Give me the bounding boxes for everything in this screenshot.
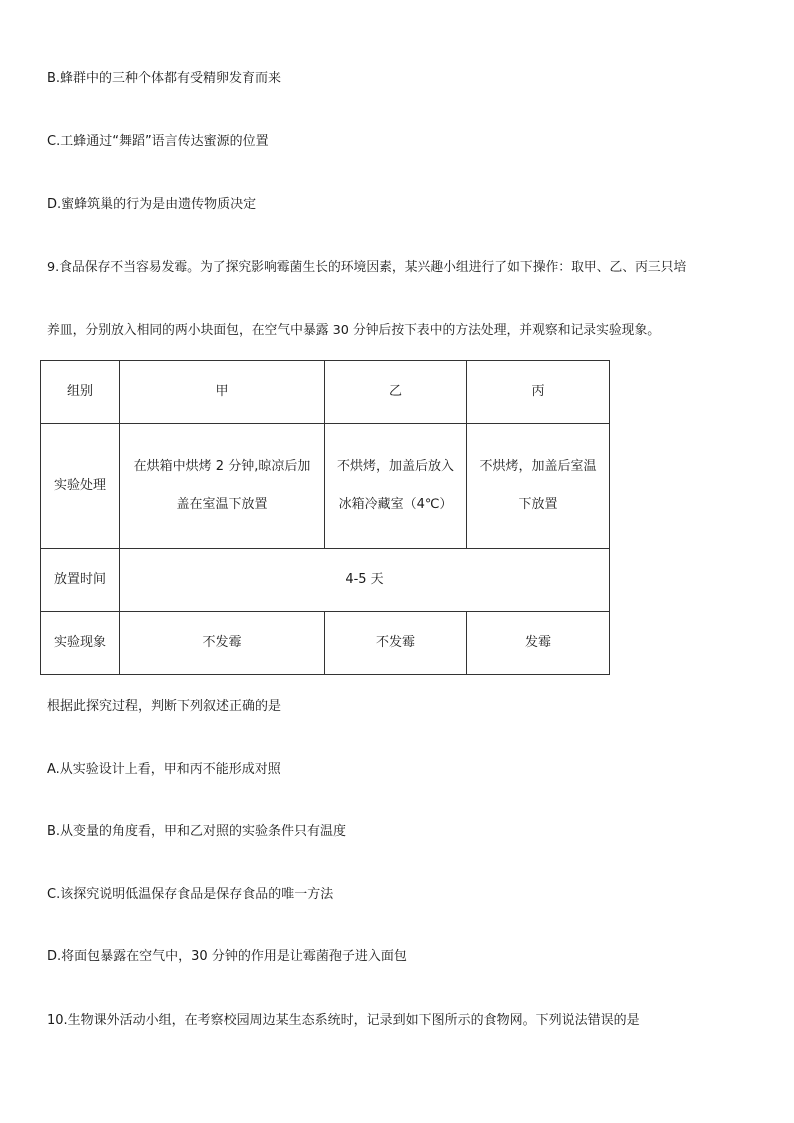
q8-option-d: D.蜜蜂筑巢的行为是由遗传物质决定 [47, 197, 257, 212]
q8-option-c: C.工蜂通过“舞蹈”语言传达蜜源的位置 [47, 134, 269, 149]
treatment-jia-line-2: 盖在室温下放置 [176, 497, 268, 512]
table-row-time [41, 549, 610, 612]
q9-stem-line-1: 9.食品保存不当容易发霉。为了探究影响霉菌生长的环境因素，某兴趣小组进行了如下操作：取甲、乙、丙三只培 [47, 260, 687, 275]
table-row-result [41, 612, 610, 675]
header-yi: 乙 [325, 361, 467, 424]
result-bing: 发霉 [467, 612, 610, 675]
q9-option-d: D.将面包暴露在空气中，30 分钟的作用是让霉菌孢子进入面包 [47, 949, 407, 964]
header-jia: 甲 [120, 361, 325, 424]
result-jia: 不发霉 [120, 612, 325, 675]
q8-option-b: B.蜂群中的三种个体都有受精卵发育而来 [47, 71, 282, 86]
q9-option-b: B.从变量的角度看，甲和乙对照的实验条件只有温度 [47, 824, 347, 839]
treatment-bing-line-2: 下放置 [518, 497, 558, 512]
treatment-yi-line-2: 冰箱冷藏室（4℃） [338, 497, 453, 512]
time-value: 4-5 天 [120, 549, 610, 612]
result-yi: 不发霉 [325, 612, 467, 675]
table-header-row [41, 361, 610, 424]
q9-option-c: C.该探究说明低温保存食品是保存食品的唯一方法 [47, 887, 334, 902]
header-group: 组别 [41, 361, 120, 424]
q9-question: 根据此探究过程，判断下列叙述正确的是 [47, 699, 282, 714]
treatment-jia [120, 424, 325, 549]
header-bing: 丙 [467, 361, 610, 424]
table-row-treatment [41, 424, 610, 549]
experiment-table [40, 360, 610, 675]
treatment-yi-line-1: 不烘烤，加盖后放入 [336, 459, 454, 474]
q9-option-a: A.从实验设计上看，甲和丙不能形成对照 [47, 762, 281, 777]
treatment-bing-line-1: 不烘烤，加盖后室温 [479, 459, 597, 474]
treatment-yi [325, 424, 467, 549]
treatment-bing [467, 424, 610, 549]
q9-stem-line-2: 养皿，分别放入相同的两小块面包，在空气中暴露 30 分钟后按下表中的方法处理，并观察和记录实验现象。 [47, 323, 661, 338]
treatment-label: 实验处理 [41, 424, 120, 549]
q10-stem: 10.生物课外活动小组，在考察校园周边某生态系统时，记录到如下图所示的食物网。下列说法错误的是 [47, 1013, 640, 1028]
time-label: 放置时间 [41, 549, 120, 612]
treatment-jia-line-1: 在烘箱中烘烤 2 分钟,晾凉后加 [133, 459, 311, 474]
result-label: 实验现象 [41, 612, 120, 675]
